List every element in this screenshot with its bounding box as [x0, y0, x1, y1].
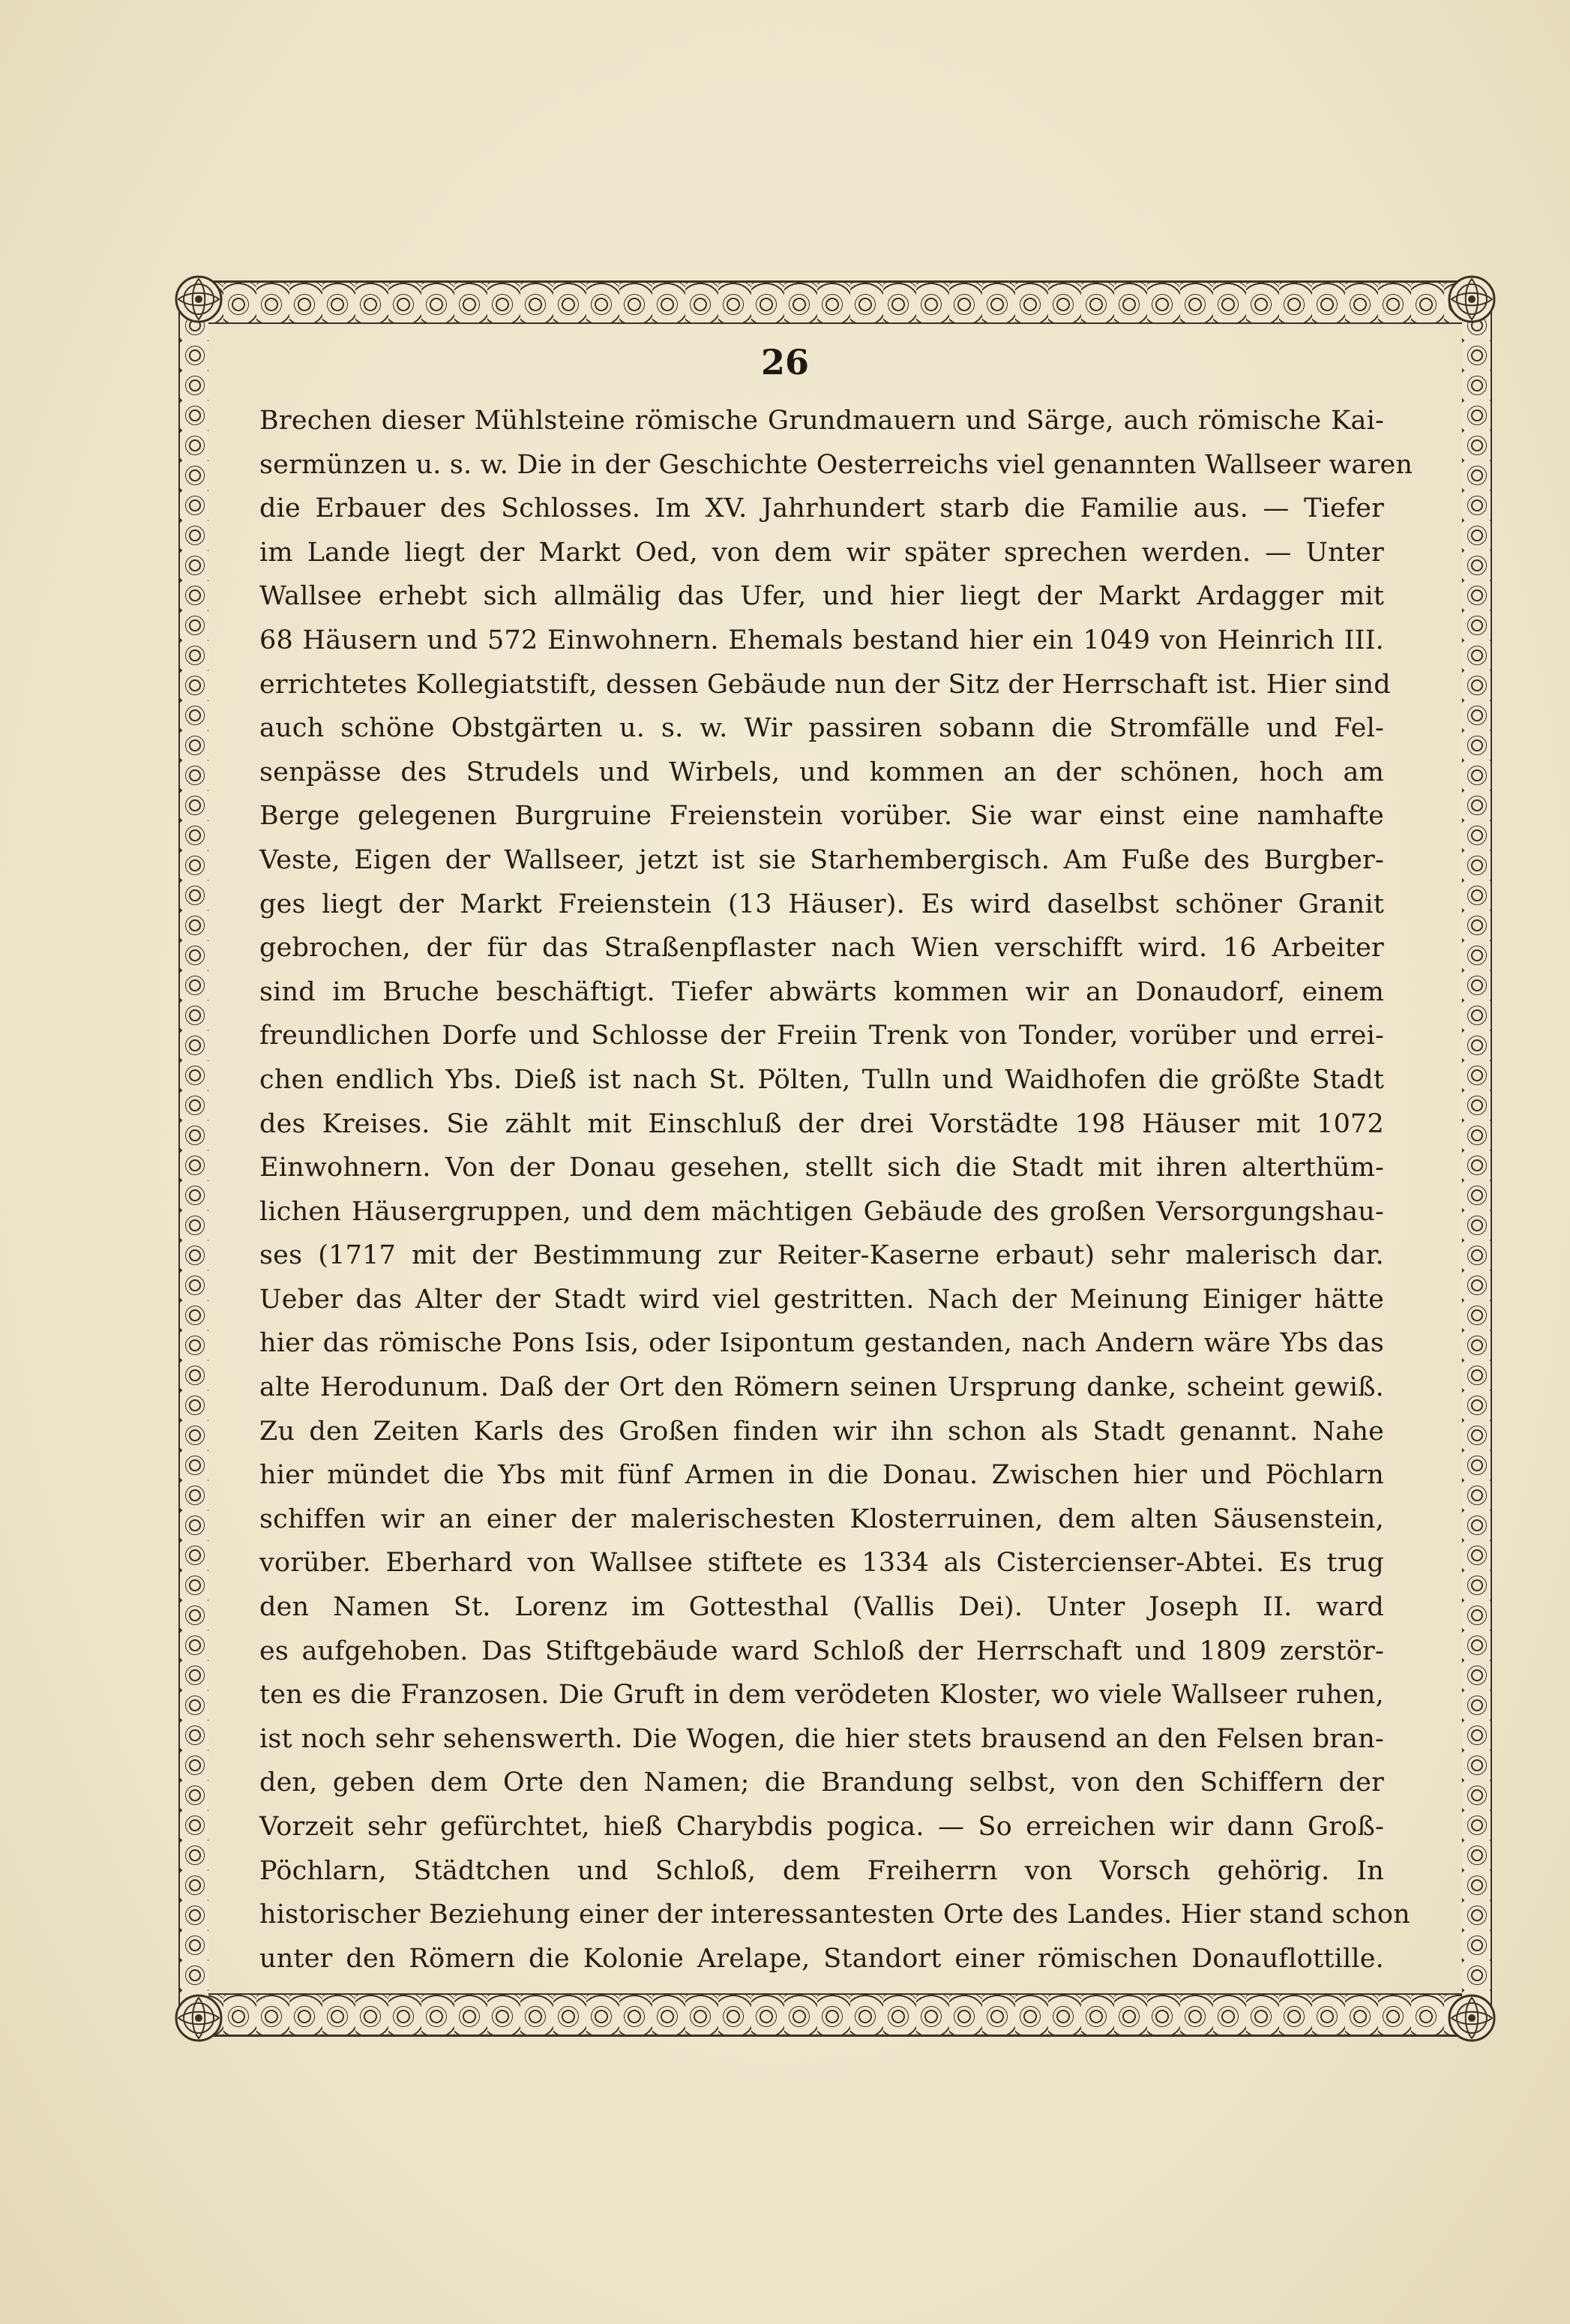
text-line: Zu den Zeiten Karls des Großen finden wir ihn schon als Stadt genannt. Nahe	[259, 1416, 1384, 1447]
text-line: chen endlich Ybs. Dieß ist nach St. Pölten, Tulln und Waidhofen die größte Stadt	[259, 1064, 1384, 1095]
text-line: hier mündet die Ybs mit fünf Armen in die Donau. Zwischen hier und Pöchlarn	[259, 1460, 1384, 1491]
text-line: lichen Häusergruppen, und dem mächtigen Gebäude des großen Versorgungshau-	[259, 1196, 1384, 1227]
text-line: Einwohnern. Von der Donau gesehen, stellt sich die Stadt mit ihren alterthüm-	[259, 1153, 1384, 1183]
text-line: schiffen wir an einer der malerischesten Klosterruinen, dem alten Säusenstein,	[259, 1504, 1384, 1534]
text-line: vorüber. Eberhard von Wallsee stiftete es 1334 als Cistercienser-Abtei. Es trug	[259, 1548, 1384, 1579]
text-line: freundlichen Dorfe und Schlosse der Freiin Trenk von Tonder, vorüber und errei-	[259, 1021, 1384, 1051]
text-line: den, geben dem Orte den Namen; die Brandung selbst, von den Schiffern der	[259, 1768, 1384, 1798]
text-line: alte Herodunum. Daß der Ort den Römern seinen Ursprung danke, scheint gewiß.	[259, 1372, 1384, 1403]
text-line: errichtetes Kollegiatstift, dessen Gebäude nun der Sitz der Herrschaft ist. Hier sind	[259, 669, 1391, 700]
text-line: Pöchlarn, Städtchen und Schloß, dem Freiherrn von Vorsch gehörig. In	[259, 1855, 1384, 1886]
corner-ornament-icon	[1443, 1989, 1501, 2047]
text-line: auch schöne Obstgärten u. s. w. Wir passiren sobann die Stromfälle und Fel-	[259, 713, 1384, 744]
text-line: im Lande liegt der Markt Oed, von dem wir später sprechen werden. — Unter	[259, 537, 1384, 568]
text-line: ses (1717 mit der Bestimmung zur Reiter-Kaserne erbaut) sehr malerisch dar.	[259, 1240, 1384, 1271]
text-line: ten es die Franzosen. Die Gruft in dem verödeten Kloster, wo viele Wallseer ruhen,	[259, 1680, 1384, 1711]
text-line: Vorzeit sehr gefürchtet, hieß Charybdis pogica. — So erreichen wir dann Groß-	[259, 1812, 1384, 1842]
text-line: Wallsee erhebt sich allmälig das Ufer, und hier liegt der Markt Ardagger mit	[259, 581, 1384, 612]
text-line: des Kreises. Sie zählt mit Einschluß der drei Vorstädte 198 Häuser mit 1072	[259, 1108, 1384, 1139]
corner-ornament-icon	[169, 1989, 228, 2047]
text-line: unter den Römern die Kolonie Arelape, Standort einer römischen Donauflottille.	[259, 1943, 1384, 1974]
text-line: ist noch sehr sehenswerth. Die Wogen, die hier stets brausend an den Felsen bran-	[259, 1723, 1384, 1754]
text-line: den Namen St. Lorenz im Gottesthal (Vallis Dei). Unter Joseph II. ward	[259, 1592, 1384, 1623]
text-line: hier das römische Pons Isis, oder Isipontum gestanden, nach Andern wäre Ybs das	[259, 1328, 1384, 1359]
text-line: Veste, Eigen der Wallseer, jetzt ist sie Starhembergisch. Am Fuße des Burgber-	[259, 844, 1384, 875]
text-line: Ueber das Alter der Stadt wird viel gestritten. Nach der Meinung Einiger hätte	[259, 1284, 1384, 1315]
text-line: 68 Häusern und 572 Einwohnern. Ehemals bestand hier ein 1049 von Heinrich III.	[259, 625, 1384, 655]
text-line: historischer Beziehung einer der interessantesten Orte des Landes. Hier stand schon	[259, 1900, 1410, 1930]
frame-border-left	[178, 310, 208, 2007]
frame-border-right	[1462, 310, 1492, 2007]
body-text	[259, 399, 1413, 2011]
corner-ornament-icon	[1443, 270, 1501, 328]
text-line: ges liegt der Markt Freienstein (13 Häuser). Es wird daselbst schöner Granit	[259, 889, 1384, 919]
text-line: sermünzen u. s. w. Die in der Geschichte Oesterreichs viel genannten Wallseer waren	[259, 449, 1413, 480]
frame-border-top	[190, 280, 1480, 324]
text-line: Berge gelegenen Burgruine Freienstein vorüber. Sie war einst eine namhafte	[259, 801, 1384, 832]
page-number: 26	[760, 342, 809, 382]
corner-ornament-icon	[169, 270, 228, 328]
text-line: die Erbauer des Schlosses. Im XV. Jahrhundert starb die Familie aus. — Tiefer	[259, 493, 1384, 524]
text-line: es aufgehoben. Das Stiftgebäude ward Schloß der Herrschaft und 1809 zerstör-	[259, 1636, 1384, 1666]
text-line: gebrochen, der für das Straßenpflaster nach Wien verschifft wird. 16 Arbeiter	[259, 933, 1384, 964]
text-line: Brechen dieser Mühlsteine römische Grundmauern und Särge, auch römische Kai-	[259, 406, 1384, 436]
text-line: sind im Bruche beschäftigt. Tiefer abwärts kommen wir an Donaudorf, einem	[259, 976, 1384, 1007]
text-line: senpässe des Strudels und Wirbels, und kommen an der schönen, hoch am	[259, 757, 1384, 787]
